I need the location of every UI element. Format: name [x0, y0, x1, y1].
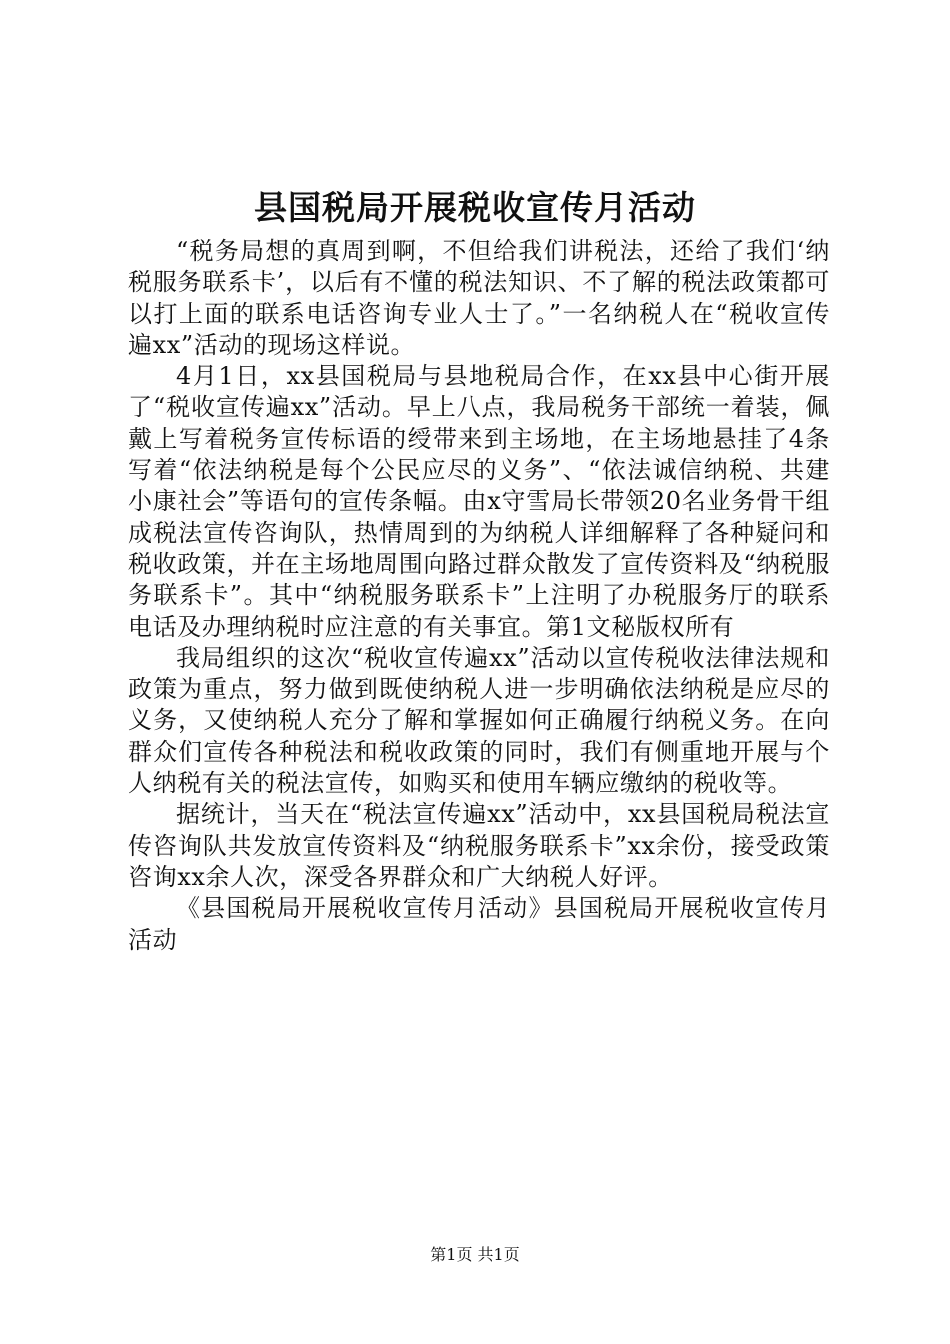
page-footer: 第1页 共1页 [430, 1245, 520, 1264]
paragraph-4: 据统计，当天在“税法宣传遍xx”活动中，xx县国税局税法宣传咨询队共发放宣传资料及“纳税服务联系卡”xx余份，接受政策咨询xx余人次，深受各界群众和广大纳税人好评。 [128, 800, 830, 891]
paragraph-5: 《县国税局开展税收宣传月活动》县国税局开展税收宣传月活动 [128, 894, 830, 954]
paragraph-3: 我局组织的这次“税收宣传遍xx”活动以宣传税收法律法规和政策为重点，努力做到既使纳税人进一步明确依法纳税是应尽的义务，又使纳税人充分了解和掌握如何正确履行纳税义务。在向群众们宣传各种税法和税收政策的同时，我们有侧重地开展与个人纳税有关的税法宣传，如购买和使用车辆应缴纳的税收等。 [128, 643, 830, 798]
paragraph-1: “税务局想的真周到啊，不但给我们讲税法，还给了我们‘纳税服务联系卡’，以后有不懂的税法知识、不了解的税法政策都可以打上面的联系电话咨询专业人士了。”一名纳税人在“税收宣传遍xx”活动的现场这样说。 [128, 237, 830, 359]
document-body [128, 236, 830, 956]
paragraph-2: 4月1日，xx县国税局与县地税局合作，在xx县中心街开展了“税收宣传遍xx”活动。早上八点，我局税务干部统一着装，佩戴上写着税务宣传标语的绶带来到主场地，在主场地悬挂了4条写着“依法纳税是每个公民应尽的义务”、“依法诚信纳税、共建小康社会”等语句的宣传条幅。由x守雪局长带领20名业务骨干组成税法宣传咨询队，热情周到的为纳税人详细解释了各种疑问和税收政策，并在主场地周围向路过群众散发了宣传资料及“纳税服务联系卡”。其中“纳税服务联系卡”上注明了办税服务厅的联系电话及办理纳税时应注意的有关事宜。第1文秘版权所有 [128, 362, 830, 641]
document-title: 县国税局开展税收宣传月活动 [254, 188, 696, 227]
